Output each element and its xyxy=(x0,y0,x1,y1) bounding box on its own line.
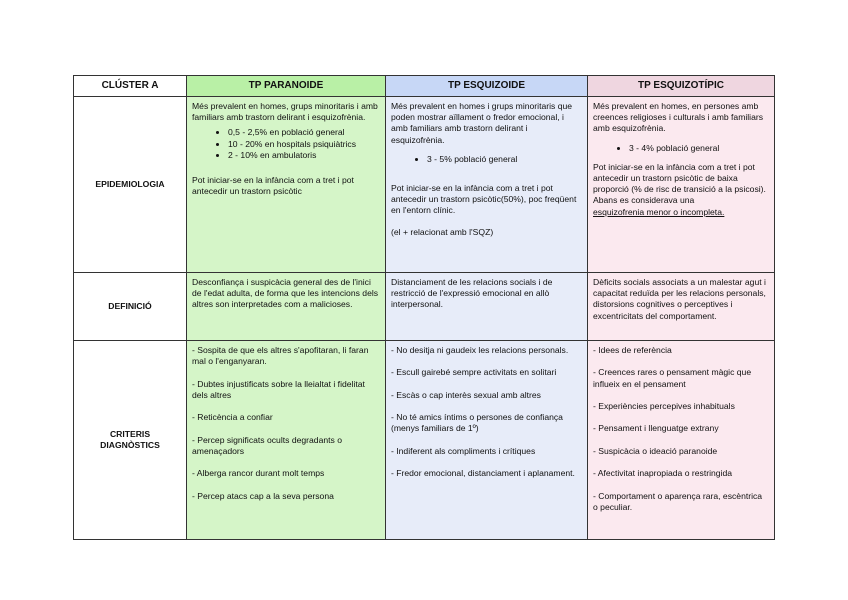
paranoide-epi-intro: Més prevalent en homes, grups minoritaris i amb familiars amb trastorn delirant i esquizofrènia. xyxy=(192,101,378,123)
esquizoide-criteri-item: - Escull gairebé sempre activitats en solitari xyxy=(391,367,557,378)
esquizotipic-criteri-item: - Pensament i llenguatge extrany xyxy=(593,423,719,434)
esquizoide-epidemiologia-cell xyxy=(386,97,588,273)
esquizotipic-criteri-item: - Suspicàcia o ideació paranoide xyxy=(593,445,718,456)
esquizotipic-definicio-cell: Dèficits socials associats a un malestar agut i capacitat reduïda per les relacions personals, distorsions cognitives o perceptives i excentricitats del comportament. xyxy=(588,273,775,341)
header-row xyxy=(74,76,775,97)
paranoide-criteris-cell xyxy=(187,341,386,540)
esquizoide-epi-note: Pot iniciar-se en la infància com a tret i pot antecedir un trastorn psicòtic(50%), poc freqüent en l'entorn clínic. xyxy=(391,183,577,216)
paranoide-definicio-cell: Desconfiança i suspicàcia general des de l'inici de l'edat adulta, de forma que les intencions dels altres son interpretades com a malicioses. xyxy=(187,273,386,341)
esquizotipic-criteri-item: - Idees de referència xyxy=(593,345,672,355)
esquizoide-epi-extra: (el + relacionat amb l'SQZ) xyxy=(391,226,494,237)
esquizoide-criteris-cell xyxy=(386,341,588,540)
esquizoide-epi-intro: Més prevalent en homes i grups minoritaris que poden mostrar aïllament o fredor emocional, i amb familiars amb trastorn delirant i esquizofrènia. xyxy=(391,101,573,145)
esquizotipic-epi-extra xyxy=(593,195,769,217)
esquizotipic-epidemiologia-cell xyxy=(588,97,775,273)
paranoide-epi-bullets xyxy=(192,127,380,161)
paranoide-epi-bullet: • 0,5 - 2,5% en població general xyxy=(228,127,380,138)
criteris-row xyxy=(74,341,775,540)
definicio-label: DEFINICIÓ xyxy=(74,273,187,341)
esquizoide-header: TP ESQUIZOIDE xyxy=(386,76,588,97)
esquizotipic-criteris-cell xyxy=(588,341,775,540)
esquizoide-criteri-item: - No desitja ni gaudeix les relacions personals. xyxy=(391,345,569,355)
cluster-header: CLÚSTER A xyxy=(74,76,187,97)
esquizotipic-criteri-item: - Afectivitat inapropiada o restringida xyxy=(593,468,733,479)
paranoide-epi-bullet: • 10 - 20% en hospitals psiquiàtrics xyxy=(228,139,380,150)
esquizotipic-criteri-item: - Creences rares o pensament màgic que influeix en el pensament xyxy=(593,367,752,389)
criteris-label-line1: CRITERIS xyxy=(109,428,151,439)
esquizotipic-epi-bullets xyxy=(593,143,769,154)
esquizotipic-epi-extra-plain: Abans es considerava una xyxy=(593,195,695,206)
paranoide-criteri-item: - Sospita de que els altres s'apofitaran, li faran mal o l'enganyaran. xyxy=(192,345,369,367)
esquizoide-criteri-item: - Indiferent als compliments i crítiques xyxy=(391,445,536,456)
cluster-a-table xyxy=(73,75,775,540)
esquizoide-epi-bullet: • 3 - 5% població general xyxy=(427,154,582,165)
paranoide-epidemiologia-cell xyxy=(187,97,386,273)
paranoide-criteri-item: - Percep atacs cap a la seva persona xyxy=(192,490,334,501)
esquizotipic-epi-intro: Més prevalent en homes, en persones amb creences religioses i culturals i amb familiars amb esquizofrènia. xyxy=(593,101,764,134)
esquizotipic-header: TP ESQUIZOTÍPIC xyxy=(588,76,775,97)
paranoide-criteri-item: - Percep significats ocults degradants o amenaçadors xyxy=(192,434,342,456)
esquizoide-criteri-item: - No té amics íntims o persones de confiança (menys familiars de 1º) xyxy=(391,412,563,434)
paranoide-epi-note: Pot iniciar-se en la infància com a tret i pot antecedir un trastorn psicòtic xyxy=(192,175,354,197)
paranoide-criteri-item: - Dubtes injustificats sobre la lleialtat i fidelitat dels altres xyxy=(192,378,365,400)
esquizotipic-epi-bullet: • 3 - 4% població general xyxy=(629,143,769,154)
paranoide-epi-bullet: • 2 - 10% en ambulatoris xyxy=(228,150,380,161)
criteris-label-line2: DIAGNÒSTICS xyxy=(100,440,160,450)
esquizotipic-epi-note: Pot iniciar-se en la infància com a tret i pot antecedir un trastorn psicòtic de baixa proporció (% de risc de transició a la psicosi). xyxy=(593,161,766,195)
esquizotipic-criteri-item: - Experiències percepives inhabituals xyxy=(593,400,735,411)
paranoide-criteri-item: - Alberga rancor durant molt temps xyxy=(192,468,325,479)
epidemiologia-label: EPIDEMIOLOGIA xyxy=(74,97,187,273)
definicio-row xyxy=(74,273,775,341)
paranoide-header: TP PARANOIDE xyxy=(187,76,386,97)
epidemiologia-row xyxy=(74,97,775,273)
esquizoide-epi-bullets xyxy=(391,154,582,165)
criteris-label xyxy=(74,341,187,540)
esquizoide-criteri-item: - Fredor emocional, distanciament i aplanament. xyxy=(391,468,575,479)
paranoide-criteri-item: - Reticència a confiar xyxy=(192,412,273,423)
esquizotipic-epi-extra-underlined: esquizofrenia menor o incompleta. xyxy=(593,206,725,217)
esquizoide-definicio-cell: Distanciament de les relacions socials i de restricció de l'expressió emocional en allò interpersonal. xyxy=(386,273,588,341)
esquizotipic-criteri-item: - Comportament o aparença rara, escèntrica o peculiar. xyxy=(593,490,763,512)
esquizoide-criteri-item: - Escàs o cap interès sexual amb altres xyxy=(391,389,541,400)
